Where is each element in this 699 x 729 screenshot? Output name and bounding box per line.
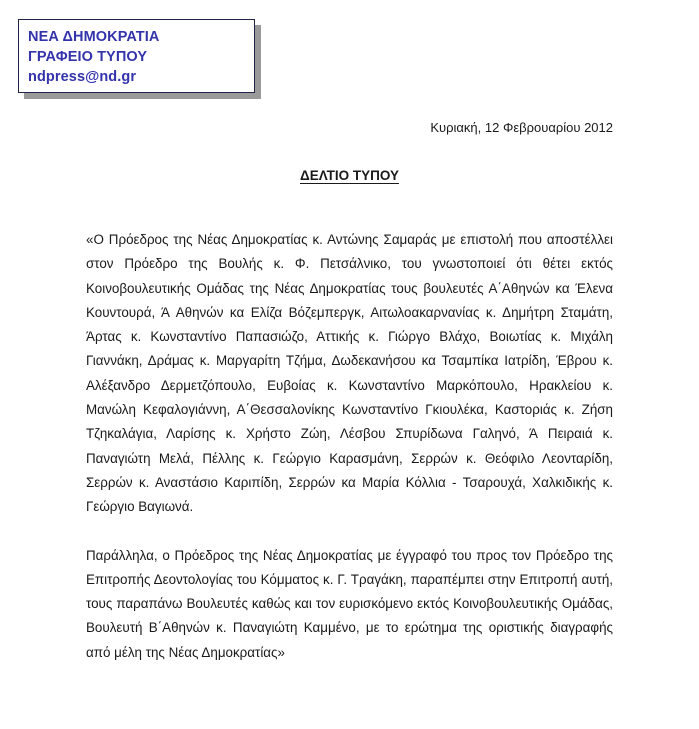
organization-name: ΝΕΑ ΔΗΜΟΚΡΑΤΙΑ: [28, 29, 160, 45]
body-paragraph-2: Παράλληλα, ο Πρόεδρος της Νέας Δημοκρατίας με έγγραφό του προς τον Πρόεδρο της Επιτροπής Δεοντολογίας του Κόμματος κ. Γ. Τραγάκη, παραπέμπει στην Επιτροπή αυτή, τους παραπάνω Βουλευτές καθώς και τον ευρισκόμενο εκτός Κοινοβουλευτικής Ομάδας, Βουλευτή Β΄Αθηνών κ. Παναγιώτη Καμμένο, με το ερώτημα της οριστικής διαγραφής από μέλη της Νέας Δημοκρατίας»: [86, 547, 613, 660]
document-date: Κυριακή, 12 Φεβρουαρίου 2012: [430, 120, 613, 135]
letterhead: [18, 19, 255, 93]
page-title: [86, 168, 613, 183]
document-body: [86, 228, 613, 665]
page-title-text: ΔΕΛΤΙΟ ΤΥΠΟΥ: [300, 168, 399, 183]
letterhead-box: [18, 19, 255, 93]
department-name: ΓΡΑΦΕΙΟ ΤΥΠΟΥ: [28, 49, 148, 65]
body-paragraph-1: «Ο Πρόεδρος της Νέας Δημοκρατίας κ. Αντώνης Σαμαράς με επιστολή που αποστέλλει στον Πρόεδρο της Βουλής κ. Φ. Πετσάλνικο, του γνωστοποιεί ότι θέτει εκτός Κοινοβουλευτικής Ομάδας της Νέας Δημοκρατίας τους βουλευτές Α΄Αθηνών κα Έλενα Κουντουρά, Ά Αθηνών κα Ελίζα Βόζεμπεργκ, Αιτωλοακαρνανίας κ. Δημήτρη Σταμάτη, Άρτας κ. Κωνσταντίνο Παπασιώζο, Αττικής κ. Γιώργο Βλάχο, Βοιωτίας κ. Μιχάλη Γιαννάκη, Δράμας κ. Μαργαρίτη Τζήμα, Δωδεκανήσου κα Τσαμπίκα Ιατρίδη, Έβρου κ. Αλέξανδρο Δερμετζόπουλο, Ευβοίας κ. Κωνσταντίνο Μαρκόπουλο, Ηρακλείου κ. Μανώλη Κεφαλογιάννη, Α΄Θεσσαλονίκης Κωνσταντίνο Γκιουλέκα, Καστοριάς κ. Ζήση Τζηκαλάγια, Λαρίσης κ. Χρήστο Ζώη, Λέσβου Σπυρίδωνα Γαληνό, Ά Πειραιά κ. Παναγιώτη Μελά, Πέλλης κ. Γεώργιο Καρασμάνη, Σερρών κ. Θεόφιλο Λεονταρίδη, Σερρών κ. Αναστάσιο Καριπίδη, Σερρών κα Μαρία Κόλλια - Τσαρουχά, Χαλκιδικής κ. Γεώργιο Βαγιωνά.: [86, 232, 613, 515]
contact-email: ndpress@nd.gr: [28, 69, 137, 85]
